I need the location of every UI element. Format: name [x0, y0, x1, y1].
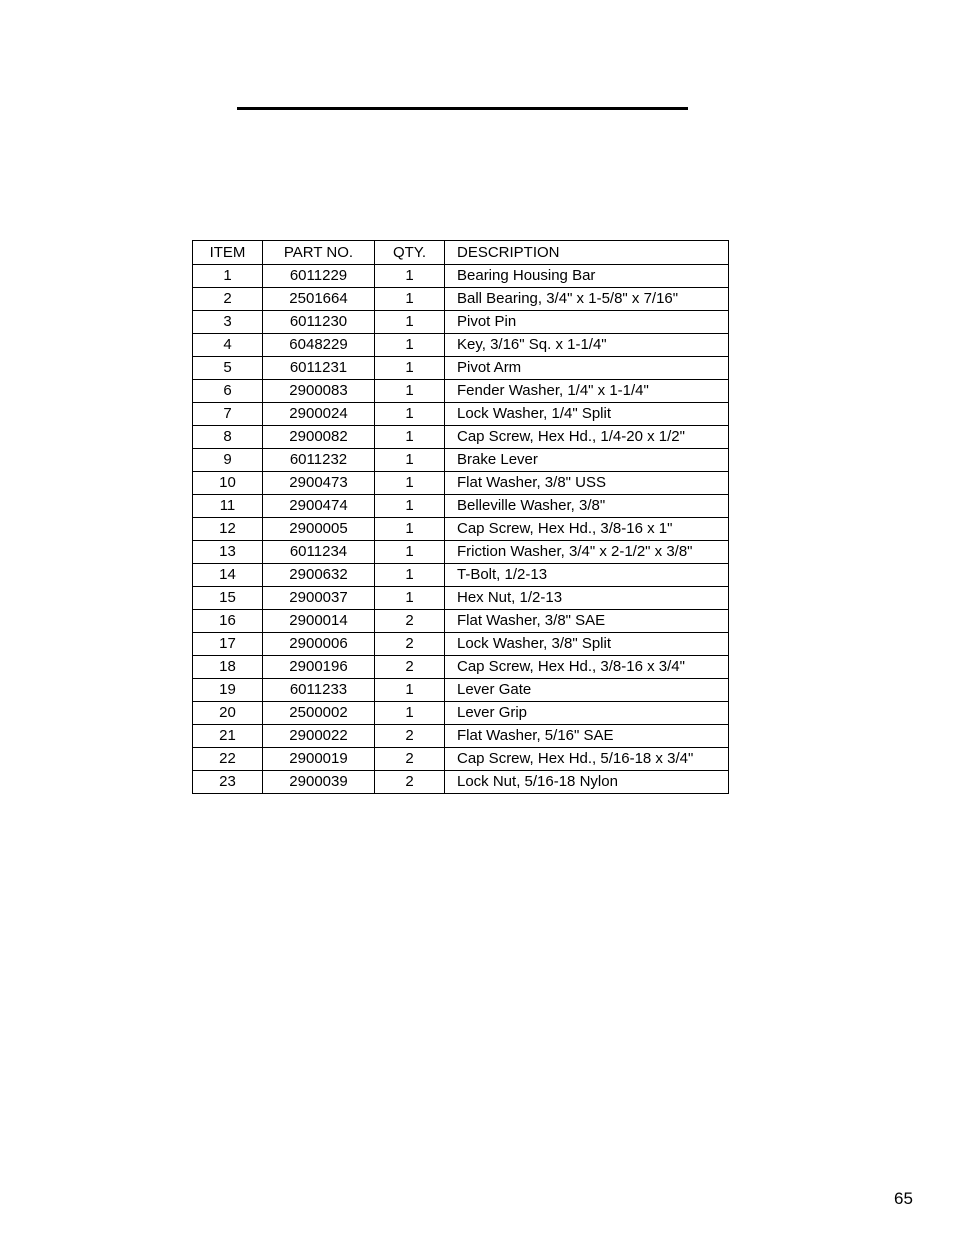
header-item: ITEM [193, 241, 263, 265]
table-row [193, 771, 729, 794]
table-row [193, 265, 729, 288]
cell-qty: 1 [375, 311, 445, 334]
title-rule [237, 107, 688, 110]
cell-part-no: 2900005 [263, 518, 375, 541]
cell-description: Belleville Washer, 3/8" [445, 495, 729, 518]
cell-qty: 2 [375, 725, 445, 748]
cell-description: Lever Grip [445, 702, 729, 725]
cell-part-no: 6011232 [263, 449, 375, 472]
cell-qty: 1 [375, 357, 445, 380]
cell-qty: 1 [375, 702, 445, 725]
cell-qty: 1 [375, 380, 445, 403]
cell-qty: 2 [375, 656, 445, 679]
cell-qty: 1 [375, 449, 445, 472]
table-row [193, 610, 729, 633]
cell-item: 4 [193, 334, 263, 357]
table-row [193, 472, 729, 495]
table-row [193, 288, 729, 311]
cell-item: 11 [193, 495, 263, 518]
cell-item: 18 [193, 656, 263, 679]
table-row [193, 564, 729, 587]
cell-part-no: 2900022 [263, 725, 375, 748]
cell-item: 12 [193, 518, 263, 541]
header-part-no: PART NO. [263, 241, 375, 265]
cell-qty: 1 [375, 564, 445, 587]
table-row [193, 357, 729, 380]
cell-item: 17 [193, 633, 263, 656]
cell-description: Cap Screw, Hex Hd., 3/8-16 x 1" [445, 518, 729, 541]
table-row [193, 748, 729, 771]
table-header-row [193, 241, 729, 265]
cell-qty: 1 [375, 472, 445, 495]
table-row [193, 449, 729, 472]
cell-item: 2 [193, 288, 263, 311]
cell-part-no: 2900473 [263, 472, 375, 495]
cell-description: Lock Nut, 5/16-18 Nylon [445, 771, 729, 794]
table-row [193, 541, 729, 564]
cell-item: 5 [193, 357, 263, 380]
cell-item: 20 [193, 702, 263, 725]
cell-description: T-Bolt, 1/2-13 [445, 564, 729, 587]
cell-item: 1 [193, 265, 263, 288]
table-row [193, 725, 729, 748]
cell-part-no: 6011229 [263, 265, 375, 288]
table-row [193, 679, 729, 702]
cell-description: Lever Gate [445, 679, 729, 702]
cell-qty: 2 [375, 610, 445, 633]
cell-qty: 1 [375, 426, 445, 449]
cell-item: 15 [193, 587, 263, 610]
cell-description: Pivot Pin [445, 311, 729, 334]
cell-item: 8 [193, 426, 263, 449]
cell-description: Cap Screw, Hex Hd., 1/4-20 x 1/2" [445, 426, 729, 449]
cell-qty: 1 [375, 403, 445, 426]
cell-part-no: 2900019 [263, 748, 375, 771]
cell-qty: 1 [375, 587, 445, 610]
cell-description: Bearing Housing Bar [445, 265, 729, 288]
cell-part-no: 2900083 [263, 380, 375, 403]
cell-part-no: 2900039 [263, 771, 375, 794]
cell-description: Pivot Arm [445, 357, 729, 380]
cell-item: 10 [193, 472, 263, 495]
cell-item: 9 [193, 449, 263, 472]
table-row [193, 702, 729, 725]
cell-item: 16 [193, 610, 263, 633]
cell-description: Flat Washer, 3/8" USS [445, 472, 729, 495]
cell-part-no: 2900082 [263, 426, 375, 449]
table-row [193, 587, 729, 610]
cell-part-no: 2501664 [263, 288, 375, 311]
cell-description: Cap Screw, Hex Hd., 3/8-16 x 3/4" [445, 656, 729, 679]
page-number: 65 [894, 1189, 913, 1208]
table-row [193, 380, 729, 403]
cell-qty: 1 [375, 265, 445, 288]
cell-item: 13 [193, 541, 263, 564]
table-row [193, 495, 729, 518]
table-row [193, 426, 729, 449]
cell-part-no: 6011231 [263, 357, 375, 380]
cell-description: Flat Washer, 5/16" SAE [445, 725, 729, 748]
cell-item: 21 [193, 725, 263, 748]
cell-description: Lock Washer, 3/8" Split [445, 633, 729, 656]
cell-item: 3 [193, 311, 263, 334]
cell-part-no: 6011234 [263, 541, 375, 564]
cell-item: 7 [193, 403, 263, 426]
cell-part-no: 6011233 [263, 679, 375, 702]
parts-table-body [193, 265, 729, 794]
cell-part-no: 2900196 [263, 656, 375, 679]
cell-qty: 2 [375, 633, 445, 656]
cell-qty: 1 [375, 541, 445, 564]
cell-part-no: 2500002 [263, 702, 375, 725]
header-description: DESCRIPTION [445, 241, 729, 265]
cell-qty: 1 [375, 679, 445, 702]
cell-part-no: 2900024 [263, 403, 375, 426]
cell-part-no: 6048229 [263, 334, 375, 357]
table-row [193, 403, 729, 426]
cell-qty: 1 [375, 495, 445, 518]
cell-part-no: 6011230 [263, 311, 375, 334]
cell-description: Brake Lever [445, 449, 729, 472]
cell-qty: 1 [375, 334, 445, 357]
cell-qty: 1 [375, 518, 445, 541]
cell-part-no: 2900014 [263, 610, 375, 633]
cell-description: Ball Bearing, 3/4" x 1-5/8" x 7/16" [445, 288, 729, 311]
cell-item: 6 [193, 380, 263, 403]
table-row [193, 334, 729, 357]
cell-description: Key, 3/16" Sq. x 1-1/4" [445, 334, 729, 357]
cell-description: Fender Washer, 1/4" x 1-1/4" [445, 380, 729, 403]
cell-part-no: 2900037 [263, 587, 375, 610]
cell-part-no: 2900474 [263, 495, 375, 518]
table-row [193, 656, 729, 679]
cell-description: Cap Screw, Hex Hd., 5/16-18 x 3/4" [445, 748, 729, 771]
cell-item: 14 [193, 564, 263, 587]
table-row [193, 311, 729, 334]
cell-description: Lock Washer, 1/4" Split [445, 403, 729, 426]
cell-part-no: 2900006 [263, 633, 375, 656]
cell-item: 23 [193, 771, 263, 794]
table-row [193, 633, 729, 656]
cell-description: Flat Washer, 3/8" SAE [445, 610, 729, 633]
cell-qty: 1 [375, 288, 445, 311]
cell-part-no: 2900632 [263, 564, 375, 587]
cell-description: Hex Nut, 1/2-13 [445, 587, 729, 610]
cell-qty: 2 [375, 771, 445, 794]
header-qty: QTY. [375, 241, 445, 265]
cell-item: 19 [193, 679, 263, 702]
table-row [193, 518, 729, 541]
parts-table [192, 240, 729, 794]
cell-description: Friction Washer, 3/4" x 2-1/2" x 3/8" [445, 541, 729, 564]
cell-qty: 2 [375, 748, 445, 771]
cell-item: 22 [193, 748, 263, 771]
